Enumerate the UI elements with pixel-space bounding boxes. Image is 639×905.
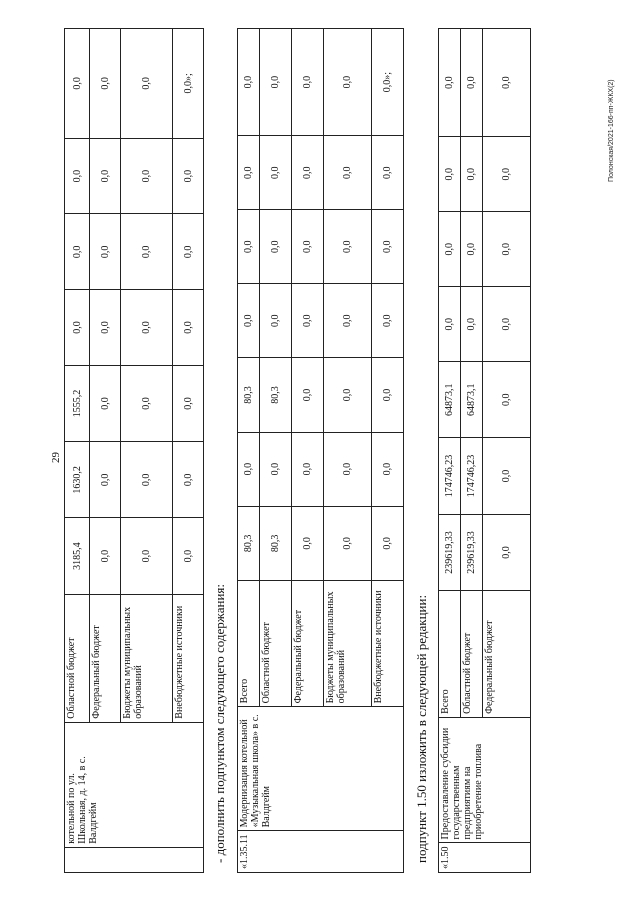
funding-source: Внебюджетные источники	[173, 594, 204, 722]
measure-name: котельной по ул. Школьная, д. 14, в с. Валдгейм	[65, 722, 204, 847]
rotated-page	[50, 28, 570, 873]
measure-name: Модернизация котельной «Музыкальная школа» в с. Валдгейм	[238, 707, 404, 831]
table-row: Внебюджетные источники 0,0 0,0 0,0 0,0 0,0 0,0 0,0»;	[372, 29, 404, 873]
instruction-text: - дополнить подпунктом следующего содержания:	[212, 584, 227, 863]
funding-source: Внебюджетные источники	[372, 581, 404, 707]
table-row: «1.35.11 Модернизация котельной «Музыкальная школа» в с. Валдгейм Всего 80,3 0,0 80,3 0,0 0,0 0,0 0,0	[238, 29, 260, 873]
funding-source: Всего	[439, 591, 461, 718]
table-row: Областной бюджет 80,3 0,0 80,3 0,0 0,0 0,0 0,0	[260, 29, 292, 873]
funding-source: Областной бюджет	[461, 591, 483, 718]
item-number: «1.35.11	[238, 831, 404, 873]
table-continuation	[64, 28, 204, 873]
table-row: Бюджеты муниципальных образований 0,0 0,0 0,0 0,0 0,0 0,0 0,0	[121, 29, 173, 873]
table-row: Бюджеты муниципальных образований 0,0 0,0 0,0 0,0 0,0 0,0 0,0	[324, 29, 372, 873]
measure-name: Предоставление субсидии государственным предприятиям на приобретение топлива	[439, 717, 531, 843]
table-row: Федеральный бюджет 0,0 0,0 0,0 0,0 0,0 0,0 0,0	[292, 29, 324, 873]
funding-source: Федеральный бюджет	[292, 581, 324, 707]
funding-source: Федеральный бюджет	[90, 594, 121, 722]
instruction-text: подпункт 1.50 изложить в следующей редакции:	[414, 594, 429, 863]
table-subitem-150	[438, 28, 531, 873]
funding-source: Бюджеты муниципальных образований	[324, 581, 372, 707]
item-number: «1.50	[439, 843, 531, 873]
table-new-subitem	[237, 28, 404, 873]
table-row: Областной бюджет 239619,33 174746,23 64873,1 0,0 0,0 0,0 0,0	[461, 29, 483, 873]
table-row: Федеральный бюджет 0,0 0,0 0,0 0,0 0,0 0,0 0,0	[90, 29, 121, 873]
table-row: «1.50 Предоставление субсидии государственным предприятиям на приобретение топлива Всего 239619,33 174746,23 64873,1 0,0 0,0 0,0 0,0	[439, 29, 461, 873]
funding-source: Бюджеты муниципальных образований	[121, 594, 173, 722]
table-row: Внебюджетные источники 0,0 0,0 0,0 0,0 0,0 0,0 0,0»;	[173, 29, 204, 873]
table-row: котельной по ул. Школьная, д. 14, в с. Валдгейм Областной бюджет 3185,4 1630,2 1555,2 0,0 0,0 0,0 0,0	[65, 29, 90, 873]
table-row: Федеральный бюджет 0,0 0,0 0,0 0,0 0,0 0,0 0,0	[483, 29, 531, 873]
funding-source: Областной бюджет	[260, 581, 292, 707]
funding-source: Областной бюджет	[65, 594, 90, 722]
funding-source: Всего	[238, 581, 260, 707]
document-code: Полонская/2021-166-пп-ЖКХ(2)	[608, 79, 615, 182]
page-number: 29	[50, 452, 62, 463]
funding-source: Федеральный бюджет	[483, 591, 531, 718]
